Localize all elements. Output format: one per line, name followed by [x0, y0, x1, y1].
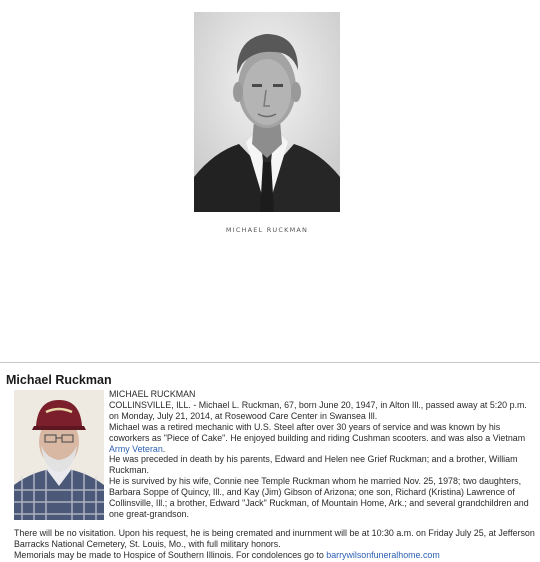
obituary-body [109, 389, 537, 520]
paragraph-survived: He is survived by his wife, Connie nee Temple Ruckman whom he married Nov. 25, 1978; two daughters, Barbara Soppe of Quincy, Ill., and Kay (Jim) Gibson of Arizona; one son, Richard (Kristina) Lawrence of Collinsville, Ill.; a brother, Edward "Jack" Ruckman, of Mountain Home, Ark.; and several grandchildren and one great-grandson. [109, 476, 529, 519]
paragraph-service: There will be no visitation. Upon his request, he is being cremated and inurnment will be at 10:30 a.m. on Friday July 25, at Jefferson Barracks National Cemetery, St. Louis, Mo., with full military honors. [14, 528, 535, 549]
divider [0, 362, 540, 363]
paragraph-announcement: COLLINSVILLE, ILL. - Michael L. Ruckman, 67, born June 20, 1947, in Alton Ill., passed away at 5:20 p.m. on Monday, July 21, 2014, at Rosewood Care Center in Swansea Ill. [109, 399, 527, 421]
funeral-home-link[interactable]: barrywilsonfuneralhome.com [326, 550, 440, 560]
paragraph-memorials [14, 550, 538, 561]
memorials-text: Memorials may be made to Hospice of Southern Illinois. For condolences go to [14, 550, 324, 560]
army-veteran-link[interactable]: Army Veteran [109, 443, 163, 454]
yearbook-photo [194, 12, 340, 212]
photo-caption: MICHAEL RUCKMAN [225, 226, 309, 234]
career-text: Michael was a retired mechanic with U.S. Steel after over 30 years of service and was known by his coworkers as "Piece of Cake". He enjoyed building and riding Cushman scooters. and was also a Vietnam [109, 421, 526, 443]
career-end: . [162, 443, 166, 454]
paragraph-career [109, 422, 537, 455]
portrait-photo [14, 390, 104, 520]
obituary-name: MICHAEL RUCKMAN [109, 389, 196, 399]
paragraph-preceded: He was preceded in death by his parents, Edward and Helen nee Grief Ruckman; and a brother, William Ruckman. [109, 454, 518, 476]
obituary-heading: Michael Ruckman [6, 373, 112, 387]
